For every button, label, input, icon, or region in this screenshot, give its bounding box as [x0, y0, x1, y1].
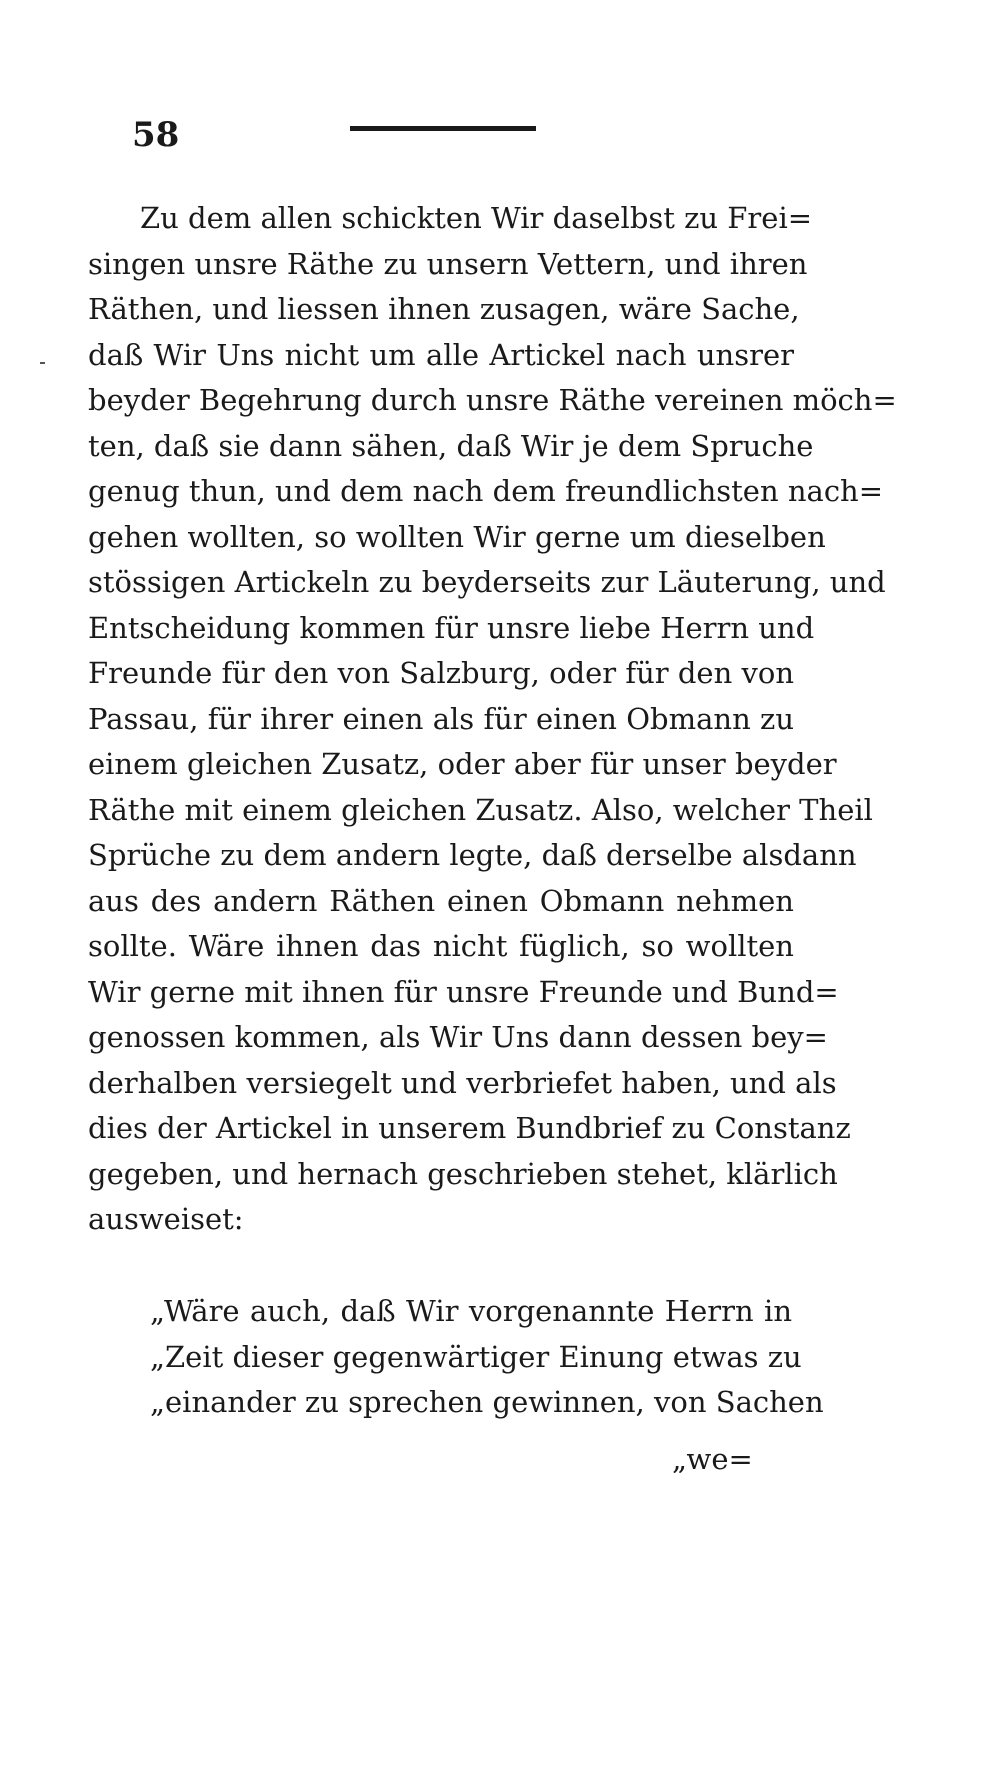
text-line: ausweiset:: [88, 1202, 244, 1236]
text-line: dies der Artickel in unserem Bundbrief zu Constanz: [88, 1111, 851, 1145]
text-line: genossen kommen, als Wir Uns dann dessen bey=: [88, 1020, 828, 1054]
text-line: einem gleichen Zusatz, oder aber für unser beyder: [88, 747, 837, 781]
quoted-passage: [150, 1289, 824, 1426]
quote-line: „Wäre auch, daß Wir vorgenannte Herrn in: [150, 1294, 792, 1328]
text-line: Sprüche zu dem andern legte, daß derselbe alsdann: [88, 838, 857, 872]
text-line: Zu dem allen schickten Wir daselbst zu Frei=: [140, 201, 813, 235]
text-line: beyder Begehrung durch unsre Räthe vereinen möch=: [88, 383, 897, 417]
text-line: gehen wollten, so wollten Wir gerne um dieselben: [88, 519, 826, 554]
body-paragraph: [88, 196, 897, 1243]
text-line: sollte. Wäre ihnen das nicht füglich, so wollten: [88, 929, 794, 963]
text-line: derhalben versiegelt und verbriefet haben, und als: [88, 1065, 837, 1100]
text-line: Wir gerne mit ihnen für unsre Freunde und Bund=: [88, 974, 839, 1009]
text-line: Räthen, und liessen ihnen zusagen, wäre Sache,: [88, 292, 800, 326]
text-line: gegeben, und hernach geschrieben stehet, klärlich: [88, 1156, 838, 1191]
text-line: Räthe mit einem gleichen Zusatz. Also, welcher Theil: [88, 792, 873, 827]
page-number: 58: [132, 115, 180, 155]
text-line: singen unsre Räthe zu unsern Vettern, und ihren: [88, 246, 808, 281]
header-rule: [350, 126, 536, 131]
quote-line: „Zeit dieser gegenwärtiger Einung etwas zu: [150, 1339, 802, 1374]
quote-line: „einander zu sprechen gewinnen, von Sachen: [150, 1385, 824, 1419]
ink-speck: [40, 362, 45, 364]
text-line: Entscheidung kommen für unsre liebe Herrn und: [88, 610, 815, 645]
text-line: daß Wir Uns nicht um alle Artickel nach unsrer: [88, 337, 794, 372]
text-line: ten, daß sie dann sähen, daß Wir je dem Spruche: [88, 428, 814, 463]
text-line: Freunde für den von Salzburg, oder für den von: [88, 656, 795, 690]
text-line: aus des andern Räthen einen Obmann nehmen: [88, 883, 794, 918]
catchword: „we=: [672, 1442, 753, 1476]
text-line: genug thun, und dem nach dem freundlichsten nach=: [88, 474, 884, 508]
text-line: stössigen Artickeln zu beyderseits zur Läuterung, und: [88, 565, 886, 599]
text-line: Passau, für ihrer einen als für einen Obmann zu: [88, 701, 794, 736]
